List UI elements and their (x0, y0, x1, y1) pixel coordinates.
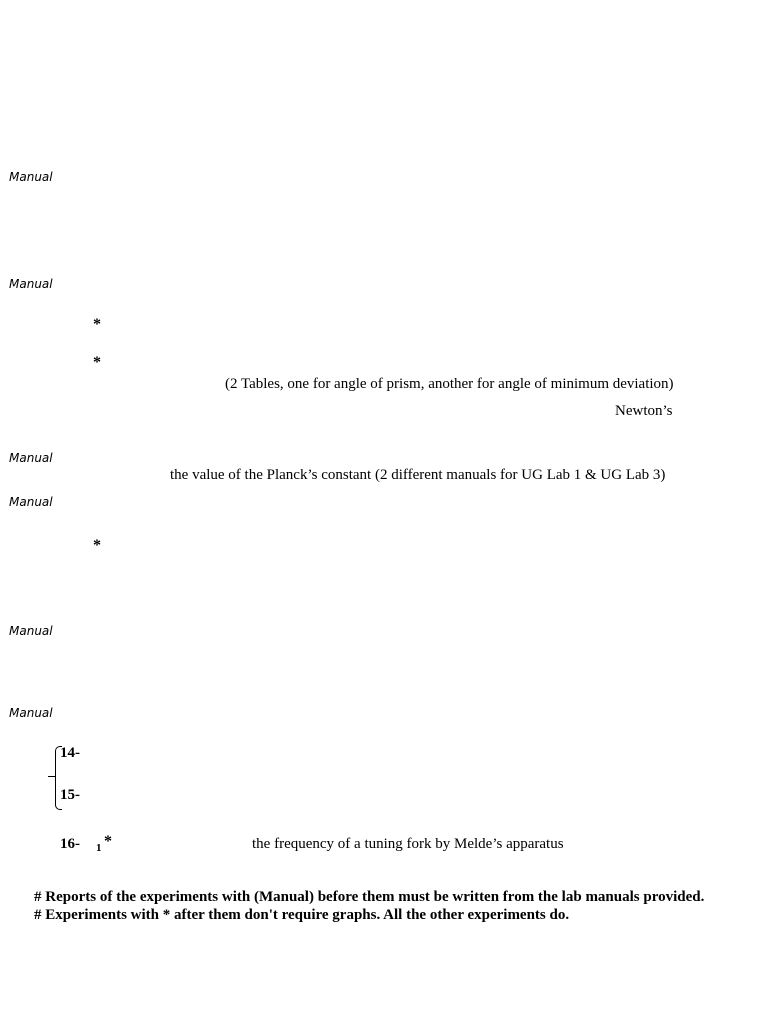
footnote-manual-reports: # Reports of the experiments with (Manual) before them must be written from the lab manuals provided. (34, 889, 705, 905)
no-graph-star-4: * (104, 833, 112, 850)
manual-label-5: Manual (9, 624, 53, 638)
grouping-brace-tip (48, 776, 56, 777)
manual-label-4: Manual (9, 495, 53, 509)
no-graph-star-1: * (93, 316, 101, 333)
planck-constant-line: the value of the Planck’s constant (2 different manuals for UG Lab 1 & UG Lab 3) (170, 467, 666, 483)
item-16-subscript: 1 (96, 842, 102, 854)
newton-fragment: Newton’s (615, 403, 673, 419)
item-number-14: 14- (60, 745, 80, 761)
manual-label-1: Manual (9, 170, 53, 184)
item-number-15: 15- (60, 787, 80, 803)
melde-apparatus-line: the frequency of a tuning fork by Melde’s apparatus (252, 836, 564, 852)
manual-label-2: Manual (9, 277, 53, 291)
footnote-star-graphs: # Experiments with * after them don't require graphs. All the other experiments do. (34, 907, 570, 923)
no-graph-star-3: * (93, 537, 101, 554)
prism-tables-note: (2 Tables, one for angle of prism, another for angle of minimum deviation) (225, 376, 674, 392)
no-graph-star-2: * (93, 354, 101, 371)
manual-label-3: Manual (9, 451, 53, 465)
manual-label-6: Manual (9, 706, 53, 720)
item-number-16: 16- (60, 836, 80, 852)
